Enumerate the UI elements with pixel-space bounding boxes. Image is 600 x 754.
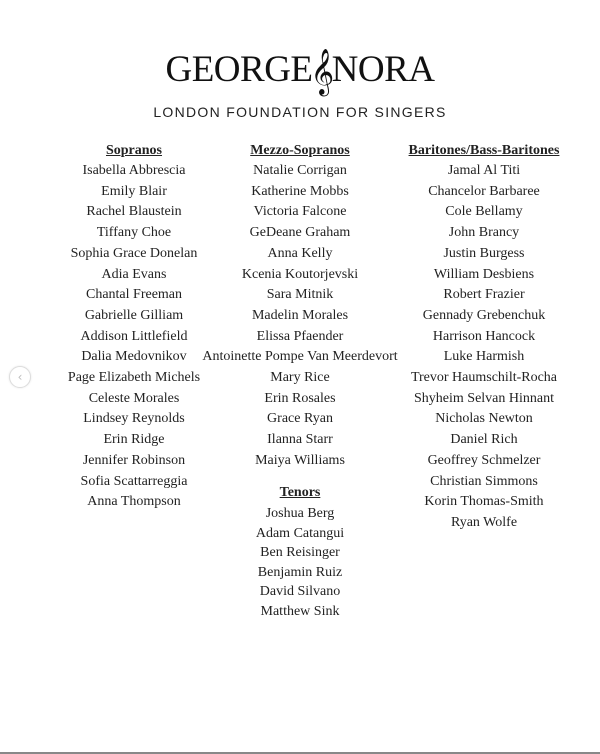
singer-name: Madelin Morales: [251, 307, 349, 323]
singer-name: Sara Mitnik: [266, 287, 334, 303]
singer-name: Emily Blair: [101, 183, 167, 199]
singer-name: Elissa Pfaender: [256, 328, 344, 344]
singer-name: Cole Bellamy: [445, 204, 523, 220]
singer-name: Anna Thompson: [87, 494, 181, 510]
singer-name: Dalia Medovnikov: [81, 349, 187, 365]
singer-name: Celeste Morales: [88, 390, 180, 406]
singer-name: Korin Thomas-Smith: [424, 494, 544, 510]
singer-name: Joshua Berg: [265, 506, 335, 521]
singer-name: Isabella Abbrescia: [82, 163, 186, 178]
singer-name: Geoffrey Schmelzer: [427, 452, 541, 468]
singer-name: Gabrielle Gilliam: [84, 307, 184, 323]
singer-name: Grace Ryan: [267, 411, 333, 427]
singer-name: Antoinette Pompe Van Meerdevort: [202, 349, 398, 365]
singer-name: Ben Reisinger: [260, 545, 340, 561]
singer-name: Benjamin Ruiz: [257, 564, 343, 580]
singer-name: Victoria Falcone: [253, 204, 347, 220]
singer-name: Rachel Blaustein: [86, 204, 182, 220]
singer-name: Page Elizabeth Michels: [67, 370, 201, 386]
singer-name: Justin Burgess: [443, 245, 525, 261]
singer-name: Sophia Grace Donelan: [70, 245, 198, 261]
singer-name: Natalie Corrigan: [253, 163, 347, 178]
singer-name: Ilanna Starr: [267, 432, 333, 448]
singer-name: Gennady Grebenchuk: [422, 307, 546, 323]
treble-clef-icon: 𝄞: [310, 49, 334, 95]
singer-name: Kcenia Koutorjevski: [241, 266, 359, 282]
mezzo-sopranos-section: [195, 141, 405, 472]
singer-name: David Silvano: [259, 584, 341, 600]
singer-name: Chancelor Barbaree: [428, 183, 540, 199]
singer-name: Adam Catangui: [255, 525, 345, 541]
tenors-section: [200, 483, 400, 622]
baritones-section: [384, 141, 584, 534]
singer-name: Erin Ridge: [103, 432, 165, 448]
singer-name: Maiya Williams: [255, 452, 345, 468]
section-heading: Tenors: [279, 485, 321, 500]
singer-name: Adia Evans: [101, 266, 167, 282]
singer-name: Mary Rice: [270, 370, 330, 386]
singer-name: GeDeane Graham: [249, 225, 351, 241]
logo-george: GEORGE: [165, 49, 313, 90]
section-heading: Sopranos: [105, 143, 163, 158]
singer-name: Ryan Wolfe: [450, 514, 518, 530]
singer-name: Robert Frazier: [443, 287, 525, 303]
singer-name: Daniel Rich: [450, 432, 518, 448]
logo: [0, 48, 600, 94]
singer-name: Nicholas Newton: [435, 411, 533, 427]
singer-name: Luke Harmish: [443, 349, 525, 365]
singer-name: Erin Rosales: [264, 390, 336, 406]
singer-name: Chantal Freeman: [85, 287, 183, 303]
singer-name: John Brancy: [448, 225, 520, 241]
singer-name: Matthew Sink: [260, 603, 340, 619]
singer-name: Lindsey Reynolds: [83, 411, 185, 427]
logo-nora: NORA: [331, 49, 435, 90]
singer-name: William Desbiens: [433, 266, 535, 282]
singer-name: Sofia Scattarreggia: [80, 473, 188, 489]
section-heading: Baritones/Bass-Baritones: [408, 143, 560, 158]
singer-name: Katherine Mobbs: [251, 183, 349, 199]
singer-name: Shyheim Selvan Hinnant: [414, 390, 554, 406]
singer-name: Jennifer Robinson: [82, 452, 186, 468]
singer-name: Trevor Haumschilt-Rocha: [410, 370, 558, 386]
singer-name: Tiffany Choe: [96, 225, 172, 241]
carousel-prev-button[interactable]: ‹: [9, 366, 31, 388]
singer-name: Addison Littlefield: [80, 328, 188, 344]
tagline: LONDON FOUNDATION FOR SINGERS: [153, 104, 447, 120]
singer-name: Anna Kelly: [267, 245, 333, 261]
singer-name: Christian Simmons: [430, 473, 538, 489]
singer-name: Harrison Hancock: [432, 328, 536, 344]
section-heading: Mezzo-Sopranos: [250, 143, 350, 158]
singer-name: Jamal Al Titi: [447, 163, 521, 178]
